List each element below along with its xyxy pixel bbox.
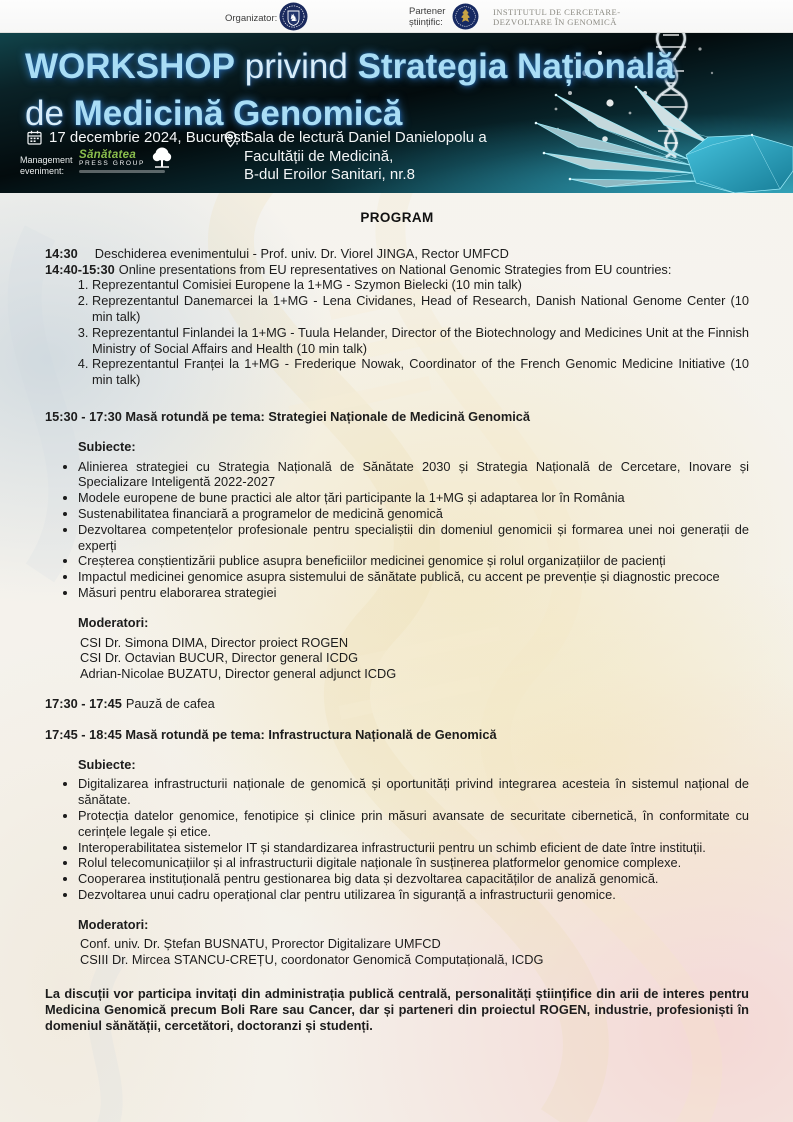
press-logo-name: Sănătatea [79, 149, 137, 161]
partners-bar [0, 0, 793, 33]
schedule-text: Deschiderea evenimentului - Prof. univ. Dr. Viorel JINGA, Rector UMFCD [94, 245, 509, 261]
title-line-1: WORKSHOP privind Strategia Națională [25, 47, 675, 86]
session1-title: 15:30 - 17:30 Masă rotundă pe tema: Strategiei Naționale de Medicină Genomică [45, 408, 531, 424]
closing-paragraph: La discuții vor participa invitați din administrația publică centrală, personalități științifice din arii de interes pentru Medicina Genomică precum Boli Rare sau Cancer, dar și parteneri din proiectul ROGEN, industrie, profesioniști în domeniul sănătății, cercetători, doctoranzi și studenți. [45, 986, 749, 1033]
location-pin-icon [224, 131, 237, 148]
session2-moderators [80, 936, 749, 968]
session2-subjects-list [45, 776, 749, 902]
program-section [0, 193, 793, 1033]
schedule-time: 14:30 [45, 245, 78, 261]
session1-subjects-list [45, 459, 749, 601]
moderator-item: CSI Dr. Octavian BUCUR, Director general ICDG [80, 650, 359, 666]
session1-moderators-label: Moderatori: [78, 614, 149, 630]
svg-text:♞: ♞ [289, 13, 298, 24]
subject-item: • Sustenabilitatea financiară a programelor de medicină genomică [78, 506, 749, 522]
eu-presentations-list [45, 277, 749, 388]
coffee-break [45, 696, 749, 712]
eu-presentation-item: 1. Reprezentantul Comisiei Europene la 1+MG - Szymon Bielecki (10 min talk) [92, 277, 749, 293]
umfcd-seal-icon [279, 2, 308, 31]
subject-item: • Modele europene de bune practici ale altor țări participante la 1+MG și adaptarea lor în România [78, 490, 749, 506]
subject-item: • Protecția datelor genomice, fenotipice și clinice prin măsuri avansate de securitate cibernetică, în conformitate cu cerințele legale și etice. [78, 808, 749, 840]
event-location-text: Sala de lectură Daniel Danielopolu a Facultății de Medicină, B-dul Eroilor Sanitari, nr.8 [244, 129, 487, 183]
schedule-opening [45, 246, 749, 262]
session1-moderators [80, 635, 749, 682]
icdg-seal-icon [452, 3, 479, 30]
management-label: Management eveniment: [20, 155, 73, 176]
event-banner [0, 33, 793, 193]
schedule-time: 17:30 - 17:45 [45, 695, 122, 711]
subject-item: • Dezvoltarea competențelor profesionale pentru specialiștii din domeniul genomicii și formarea unei noi generații de experți [78, 522, 749, 554]
tree-icon [151, 146, 173, 170]
schedule-time: 14:40-15:30 [45, 261, 115, 277]
program-heading: PROGRAM [360, 210, 434, 225]
eu-presentation-item: 3. Reprezentantul Finlandei la 1+MG - Tuula Helander, Director of the Biotechnology and Medicines Unit at the Finnish Ministry of Social Affairs and Health (10 min talk) [92, 325, 749, 357]
schedule-eu-presentations [45, 262, 749, 278]
subject-item: • Alinierea strategiei cu Strategia Națională de Sănătate 2030 și Strategia Națională de Cercetare, Inovare și Specializare Inteligentă 2022-2027 [78, 459, 749, 491]
organizer-label: Organizator: [225, 13, 278, 24]
subject-item: • Cooperarea instituțională pentru gestionarea big data și dezvoltarea capacităților de analiză genomică. [78, 871, 749, 887]
event-date [27, 129, 257, 146]
subject-item: • Interoperabilitatea sistemelor IT și standardizarea infrastructurii pentru un schimb eficient de date între instituții. [78, 840, 749, 856]
event-title [25, 43, 675, 137]
schedule-text: Pauză de cafea [125, 695, 215, 711]
institute-name: INSTITUTUL DE CERCETARE- DEZVOLTARE ÎN GENOMICĂ [493, 7, 621, 27]
title-line-2: de Medicină Genomică [25, 94, 403, 133]
subject-item: • Impactul medicinei genomice asupra sistemului de sănătate publică, cu accent pe prevenție și diagnostic precoce [78, 569, 749, 585]
moderator-item: Conf. univ. Dr. Ștefan BUSNATU, Prorector Digitalizare UMFCD [80, 936, 441, 952]
moderator-item: Adrian-Nicolae BUZATU, Director general adjunct ICDG [80, 666, 397, 682]
moderator-item: CSIII Dr. Mircea STANCU-CREȚU, coordonator Genomică Computațională, ICDG [80, 952, 544, 968]
press-logo-group: PRESS GROUP [79, 160, 145, 167]
subject-item: • Creșterea conștientizării publice asupra beneficiilor medicinei genomice și rolul organizațiilor de pacienți [78, 553, 749, 569]
partner-label: Partener științific: [409, 6, 446, 28]
subject-item: • Dezvoltarea unui cadru operațional clar pentru utilizarea în siguranță a infrastructurii genomice. [78, 887, 749, 903]
subject-item: • Măsuri pentru elaborarea strategiei [78, 585, 749, 601]
moderator-item: CSI Dr. Simona DIMA, Director proiect ROGEN [80, 634, 349, 650]
subject-item: • Rolul telecomunicațiilor și al infrastructurii digitale naționale în susținerea platformelor genomice complexe. [78, 855, 749, 871]
sanatatea-press-logo [79, 149, 179, 173]
press-logo-tagline [79, 170, 165, 173]
eu-presentation-item: 4. Reprezentantul Franței la 1+MG - Frederique Nowak, Coordinator of the French Genomic Medicine Initiative (10 min talk) [92, 356, 749, 388]
session1-subjects-label: Subiecte: [78, 438, 136, 454]
event-date-text: 17 decembrie 2024, București [49, 129, 249, 146]
session2-title: 17:45 - 18:45 Masă rotundă pe tema: Infrastructura Națională de Genomică [45, 726, 497, 742]
eu-presentation-item: 2. Reprezentantul Danemarcei la 1+MG - Lena Cividanes, Head of Research, Danish National Genome Center (10 min talk) [92, 293, 749, 325]
session2-subjects-label: Subiecte: [78, 756, 136, 772]
session2-moderators-label: Moderatori: [78, 916, 149, 932]
event-location [224, 129, 554, 185]
schedule-text: Online presentations from EU representatives on National Genomic Strategies from EU countries: [118, 261, 672, 277]
subject-item: • Digitalizarea infrastructurii naționale de genomică și oportunități privind integrarea acesteia în sistemul național de sănătate. [78, 776, 749, 808]
calendar-icon [27, 130, 42, 145]
